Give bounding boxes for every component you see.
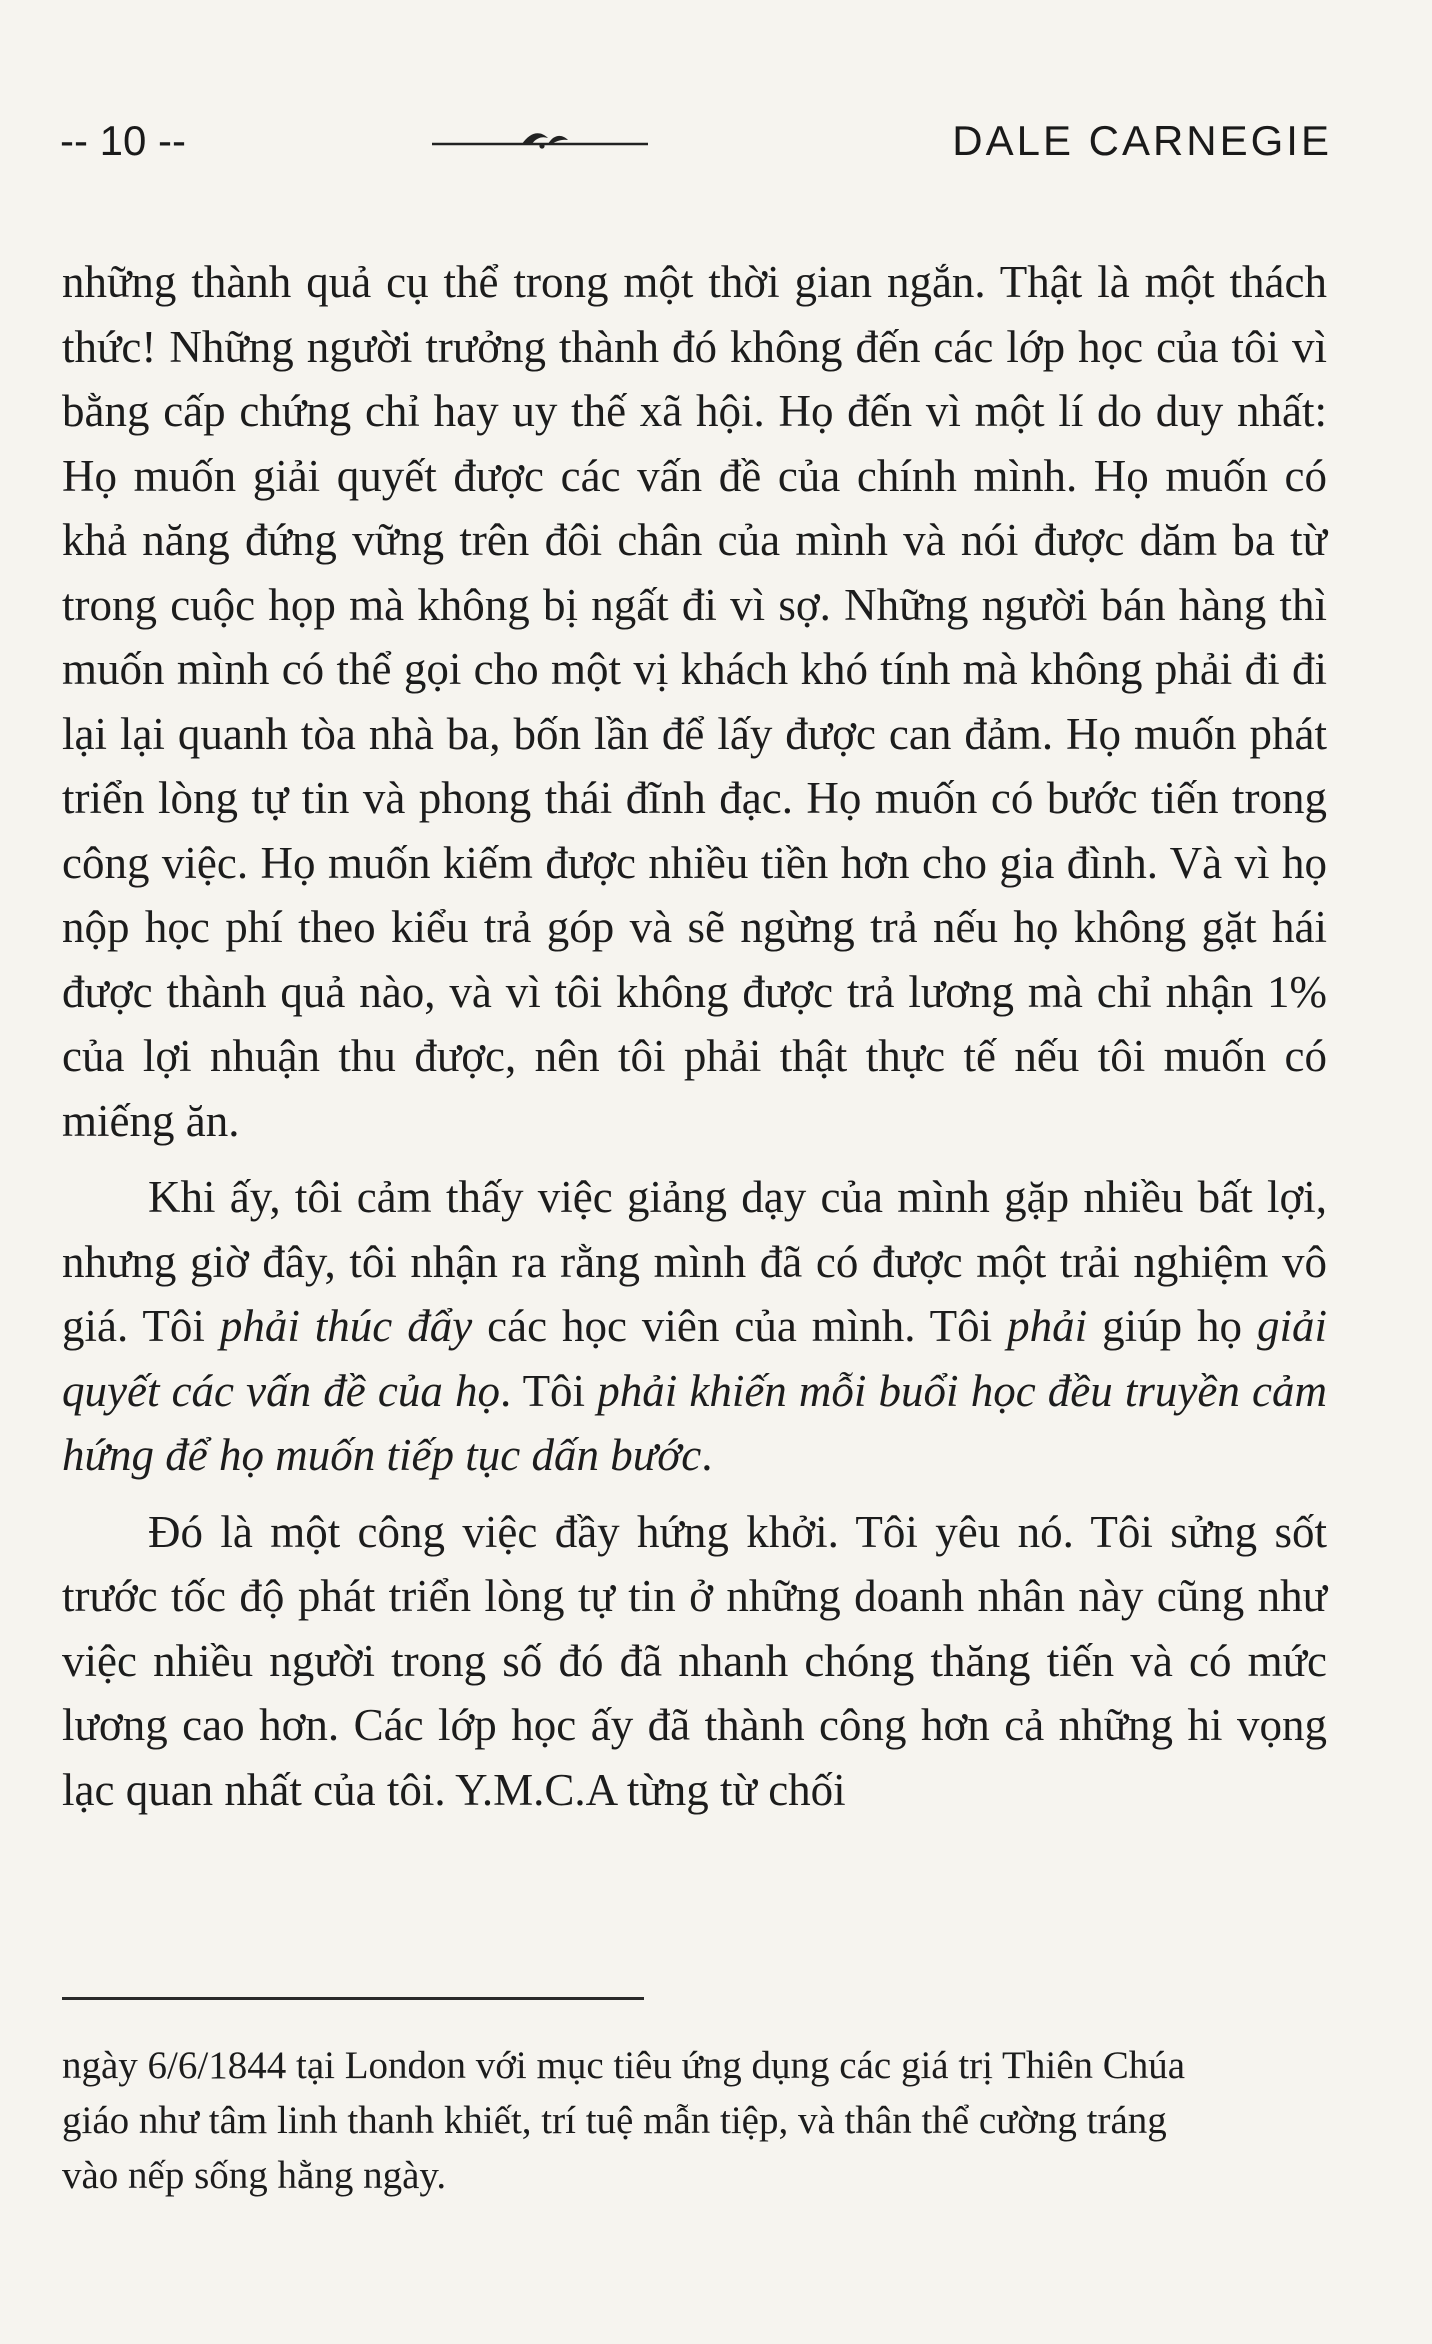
running-header-author: DALE CARNEGIE [952, 117, 1332, 164]
page-number: -- 10 -- [60, 117, 186, 164]
text-run: giúp họ [1087, 1301, 1257, 1351]
running-header [60, 116, 1332, 176]
footnote-divider [62, 1997, 644, 2000]
paragraph: Đó là một công việc đầy hứng khởi. Tôi yêu nó. Tôi sửng sốt trước tốc độ phát triển lòng tự tin ở những doanh nhân này cũng như việc nhiều người trong số đó đã nhanh chóng thăng tiến và có mức lương cao hơn. Các lớp học ấy đã thành công hơn cả những hi vọng lạc quan nhất của tôi. Y.M.C.A từng từ chối [62, 1506, 1327, 1815]
body-text [62, 250, 1327, 1822]
footnote-line: ngày 6/6/1844 tại London với mục tiêu ứng dụng các giá trị Thiên Chúa [62, 2044, 1186, 2087]
footnote [62, 2038, 1327, 2203]
text-run: các học viên của mình. Tôi [472, 1301, 1008, 1351]
italic-text: giải quyết các vấn đề của họ [62, 1301, 1327, 1416]
italic-text: phải [1007, 1301, 1088, 1351]
text-run: . Tôi [500, 1365, 598, 1416]
paragraph: những thành quả cụ thể trong một thời gian ngắn. Thật là một thách thức! Những người trưởng thành đó không đến các lớp học của tôi vì bằng cấp chứng chỉ hay uy thế xã hội. Họ đến vì một lí do duy nhất: Họ muốn giải quyết được các vấn đề của chính mình. Họ muốn có khả năng đứng vững trên đôi chân của mình và nói được dăm ba từ trong cuộc họp mà không bị ngất đi vì sợ. Những người bán hàng thì muốn mình có thể gọi cho một vị khách khó tính mà không phải đi đi lại lại quanh tòa nhà ba, bốn lần để lấy được can đảm. Họ muốn phát triển lòng tự tin và phong thái đĩnh đạc. Họ muốn có bước tiến trong công việc. Họ muốn kiếm được nhiều tiền hơn cho gia đình. Và vì họ nộp học phí theo kiểu trả góp và sẽ ngừng trả nếu họ không gặt hái được thành quả nào, và vì tôi không được trả lương mà chỉ nhận 1% của lợi nhuận thu được, nên tôi phải thật thực tế nếu tôi muốn có miếng ăn. [62, 257, 1327, 1146]
italic-text: phải thúc đẩy [219, 1301, 473, 1351]
footnote-line: vào nếp sống hằng ngày. [62, 2154, 447, 2197]
italic-text: phải khiến mỗi buổi học đều truyền cảm hứng để họ muốn tiếp tục dấn bước [62, 1365, 1327, 1480]
footnote-line: giáo như tâm linh thanh khiết, trí tuệ mẫn tiệp, và thân thể cường tráng [62, 2099, 1167, 2142]
flourish-rule-icon [430, 124, 650, 158]
text-run: . [701, 1430, 713, 1480]
text-run: Khi ấy, tôi cảm thấy việc giảng dạy của mình gặp nhiều bất lợi, nhưng giờ đây, tôi nhận ra rằng mình đã có được một trải nghiệm vô giá. Tôi [62, 1172, 1327, 1351]
paragraph [62, 1165, 1327, 1488]
